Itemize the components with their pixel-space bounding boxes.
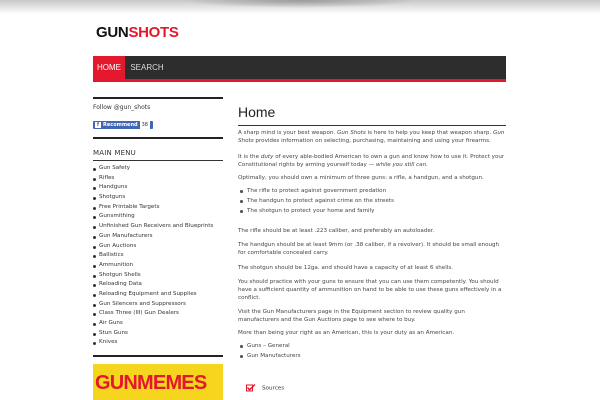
intro-emphasis: Gun Shots bbox=[238, 130, 505, 144]
menu-item-gunsmithing[interactable]: Gunsmithing bbox=[93, 212, 223, 222]
menu-item-free-printable-targets[interactable]: Free Printable Targets bbox=[93, 203, 223, 213]
checkmark-icon bbox=[246, 384, 256, 392]
duty-emphasis: while you still can. bbox=[376, 162, 428, 168]
sources-toggle[interactable] bbox=[246, 384, 284, 392]
facebook-recommend-button[interactable] bbox=[93, 121, 153, 129]
intro-text: is here to help you keep that weapon sharp. bbox=[365, 130, 493, 136]
practice-paragraph: You should practice with your guns to ensure that you can use them competently. You should have a sufficient quantity of ammunition on hand to be able to use these guns effectively in a conflict. bbox=[238, 279, 502, 301]
sidebar-divider bbox=[93, 137, 223, 139]
list-item: The shotgun to protect your home and family bbox=[238, 206, 506, 216]
menu-item-ammunition[interactable]: Ammunition bbox=[93, 261, 223, 271]
page-title: Home bbox=[238, 104, 276, 120]
handgun-paragraph: The handgun should be at least 9mm (or .38 caliber, if a revolver). It should be small enough for comfortable concealed carry. bbox=[238, 242, 500, 256]
intro-text: A sharp mind is your best weapon. bbox=[238, 130, 337, 136]
gunmemes-banner-text: GUNMEMES bbox=[95, 372, 207, 394]
duty-closing-paragraph: More than being your right as an American, this is your duty as an American. bbox=[238, 330, 455, 336]
twitter-follow-link[interactable]: Follow @gun_shots bbox=[93, 104, 151, 111]
menu-item-stun-guns[interactable]: Stun Guns bbox=[93, 329, 223, 339]
recommend-count: 38 bbox=[141, 122, 148, 128]
visit-paragraph: Visit the Gun Manufacturers page in the Equipment section to review quality gun manufacturers and the Gun Auctions page to see where to buy. bbox=[238, 309, 465, 323]
link-gun-manufacturers[interactable]: Gun Manufacturers bbox=[238, 351, 506, 361]
duty-text: of every able-bodied American to own a gun and know how to use it. Protect your Constitutional rights by arming yourself today — bbox=[238, 154, 505, 168]
main-menu-list bbox=[93, 164, 223, 348]
sidebar-divider bbox=[93, 97, 223, 99]
list-item: The rifle to protect against government predation bbox=[238, 186, 506, 196]
intro-paragraph bbox=[238, 129, 506, 145]
menu-item-gun-auctions[interactable]: Gun Auctions bbox=[93, 242, 223, 252]
nav-home[interactable]: HOME bbox=[93, 56, 125, 79]
menu-item-shotgun-shells[interactable]: Shotgun Shells bbox=[93, 271, 223, 281]
shotgun-paragraph: The shotgun should be 12ga. and should have a capacity of at least 6 shells. bbox=[238, 265, 454, 271]
intro-text: provides information on selecting, purchasing, maintaining and using your firearms. bbox=[253, 138, 491, 144]
menu-item-gun-safety[interactable]: Gun Safety bbox=[93, 164, 223, 174]
menu-item-air-guns[interactable]: Air Guns bbox=[93, 319, 223, 329]
intro-emphasis: Gun Shots bbox=[337, 130, 366, 136]
menu-item-silencers[interactable]: Gun Silencers and Suppressors bbox=[93, 300, 223, 310]
menu-item-shotguns[interactable]: Shotguns bbox=[93, 193, 223, 203]
recommend-label: Recommend bbox=[103, 122, 138, 128]
sidebar bbox=[93, 97, 223, 348]
rifle-paragraph: The rifle should be at least .223 caliber, and preferably an autoloader. bbox=[238, 228, 435, 234]
duty-paragraph bbox=[238, 153, 506, 169]
three-guns-list bbox=[238, 186, 506, 216]
gunmemes-banner[interactable] bbox=[93, 364, 223, 400]
sources-label: Sources bbox=[262, 385, 285, 392]
link-guns-general[interactable]: Guns – General bbox=[238, 341, 506, 351]
main-content bbox=[238, 104, 506, 359]
main-nav bbox=[93, 56, 506, 82]
optimally-paragraph: Optimally, you should own a minimum of three guns: a rifle, a handgun, and a shotgun. bbox=[238, 175, 484, 181]
nav-search[interactable]: SEARCH bbox=[130, 63, 164, 72]
main-menu-title: MAIN MENU bbox=[93, 149, 136, 157]
logo-text-gun: GUN bbox=[96, 24, 129, 41]
title-divider bbox=[238, 125, 506, 126]
menu-item-rifles[interactable]: Rifles bbox=[93, 174, 223, 184]
menu-item-class-three-dealers[interactable]: Class Three (III) Gun Dealers bbox=[93, 309, 223, 319]
menu-item-reloading-data[interactable]: Reloading Data bbox=[93, 280, 223, 290]
list-item: The handgun to protect against crime on the streets bbox=[238, 196, 506, 206]
menu-item-knives[interactable]: Knives bbox=[93, 338, 223, 348]
menu-title-divider bbox=[93, 160, 223, 161]
duty-text: It is the bbox=[238, 154, 261, 160]
menu-item-ballistics[interactable]: Ballistics bbox=[93, 251, 223, 261]
menu-item-handguns[interactable]: Handguns bbox=[93, 183, 223, 193]
related-links-list bbox=[238, 341, 506, 361]
menu-item-gun-manufacturers[interactable]: Gun Manufacturers bbox=[93, 232, 223, 242]
logo-text-shots: SHOTS bbox=[128, 24, 179, 41]
menu-item-reloading-equipment[interactable]: Reloading Equipment and Supplies bbox=[93, 290, 223, 300]
sidebar-divider bbox=[93, 355, 223, 357]
top-shadow bbox=[0, 0, 600, 14]
facebook-icon: f bbox=[96, 122, 100, 128]
menu-item-unfinished-receivers[interactable]: Unfinished Gun Receivers and Blueprints bbox=[93, 222, 223, 232]
duty-emphasis: duty bbox=[260, 154, 274, 160]
site-logo[interactable] bbox=[96, 24, 179, 41]
